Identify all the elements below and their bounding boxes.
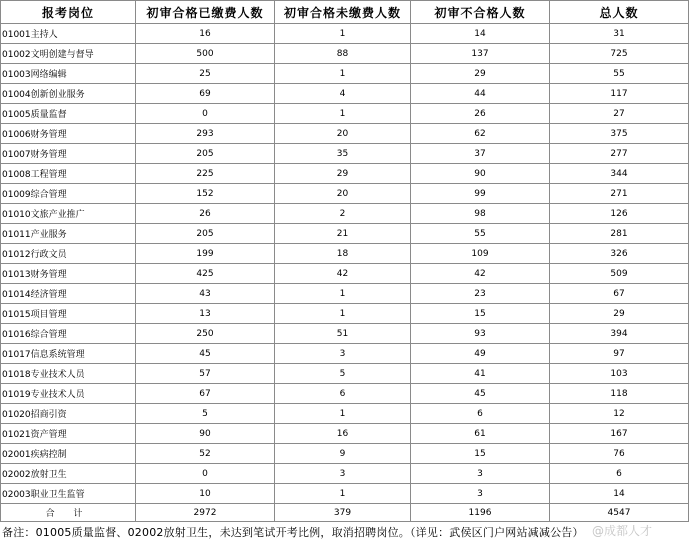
qualified-unpaid-cell: 9 [275, 444, 411, 464]
unqualified-cell: 41 [411, 364, 550, 384]
qualified-paid-cell: 57 [136, 364, 275, 384]
unqualified-cell: 14 [411, 24, 550, 44]
qualified-unpaid-sum: 379 [275, 504, 411, 522]
table-row [1, 264, 689, 284]
post-cell: 01020招商引资 [1, 404, 136, 424]
watermark: @成都人才 [592, 524, 653, 538]
qualified-paid-cell: 90 [136, 424, 275, 444]
post-cell: 01004创新创业服务 [1, 84, 136, 104]
post-cell: 01010文旅产业推广 [1, 204, 136, 224]
qualified-unpaid-cell: 1 [275, 484, 411, 504]
table-row [1, 304, 689, 324]
total-cell: 375 [550, 124, 689, 144]
header-post: 报考岗位 [1, 1, 136, 24]
qualified-paid-cell: 69 [136, 84, 275, 104]
total-cell: 117 [550, 84, 689, 104]
qualified-unpaid-cell: 4 [275, 84, 411, 104]
qualified-paid-cell: 13 [136, 304, 275, 324]
qualified-unpaid-cell: 1 [275, 284, 411, 304]
unqualified-cell: 26 [411, 104, 550, 124]
qualified-paid-sum: 2972 [136, 504, 275, 522]
qualified-unpaid-cell: 21 [275, 224, 411, 244]
total-cell: 326 [550, 244, 689, 264]
table-row [1, 164, 689, 184]
unqualified-cell: 62 [411, 124, 550, 144]
total-cell: 29 [550, 304, 689, 324]
qualified-unpaid-cell: 88 [275, 44, 411, 64]
qualified-paid-cell: 5 [136, 404, 275, 424]
qualified-paid-cell: 152 [136, 184, 275, 204]
total-cell: 31 [550, 24, 689, 44]
post-cell: 01019专业技术人员 [1, 384, 136, 404]
qualified-unpaid-cell: 1 [275, 64, 411, 84]
qualified-paid-cell: 25 [136, 64, 275, 84]
post-cell: 01014经济管理 [1, 284, 136, 304]
unqualified-cell: 45 [411, 384, 550, 404]
total-cell: 509 [550, 264, 689, 284]
post-cell: 01018专业技术人员 [1, 364, 136, 384]
qualified-unpaid-cell: 2 [275, 204, 411, 224]
qualified-paid-cell: 26 [136, 204, 275, 224]
table-row [1, 24, 689, 44]
table-row [1, 464, 689, 484]
total-cell: 14 [550, 484, 689, 504]
table-row [1, 184, 689, 204]
unqualified-cell: 98 [411, 204, 550, 224]
unqualified-cell: 15 [411, 304, 550, 324]
total-cell: 394 [550, 324, 689, 344]
unqualified-cell: 6 [411, 404, 550, 424]
qualified-paid-cell: 293 [136, 124, 275, 144]
unqualified-cell: 42 [411, 264, 550, 284]
table-row [1, 124, 689, 144]
total-row [1, 504, 689, 522]
total-cell: 76 [550, 444, 689, 464]
qualified-unpaid-cell: 1 [275, 104, 411, 124]
total-cell: 55 [550, 64, 689, 84]
post-cell: 01008工程管理 [1, 164, 136, 184]
post-cell: 01002文明创建与督导 [1, 44, 136, 64]
table-row [1, 224, 689, 244]
qualified-unpaid-cell: 20 [275, 124, 411, 144]
qualified-unpaid-cell: 1 [275, 304, 411, 324]
post-cell: 02003职业卫生监管 [1, 484, 136, 504]
unqualified-cell: 93 [411, 324, 550, 344]
total-label: 合 计 [1, 504, 136, 522]
qualified-unpaid-cell: 20 [275, 184, 411, 204]
qualified-paid-cell: 199 [136, 244, 275, 264]
total-cell: 12 [550, 404, 689, 424]
total-cell: 344 [550, 164, 689, 184]
unqualified-cell: 44 [411, 84, 550, 104]
total-cell: 271 [550, 184, 689, 204]
qualified-unpaid-cell: 3 [275, 344, 411, 364]
qualified-paid-cell: 0 [136, 464, 275, 484]
qualified-unpaid-cell: 51 [275, 324, 411, 344]
unqualified-cell: 3 [411, 464, 550, 484]
qualified-paid-cell: 425 [136, 264, 275, 284]
unqualified-cell: 137 [411, 44, 550, 64]
header-unqualified: 初审不合格人数 [411, 1, 550, 24]
table-row [1, 44, 689, 64]
unqualified-cell: 3 [411, 484, 550, 504]
qualified-unpaid-cell: 1 [275, 404, 411, 424]
table-row [1, 284, 689, 304]
post-cell: 01017信息系统管理 [1, 344, 136, 364]
unqualified-cell: 109 [411, 244, 550, 264]
unqualified-cell: 99 [411, 184, 550, 204]
table-row [1, 404, 689, 424]
post-cell: 01011产业服务 [1, 224, 136, 244]
header-qualified-paid: 初审合格已缴费人数 [136, 1, 275, 24]
qualified-paid-cell: 225 [136, 164, 275, 184]
table-row [1, 424, 689, 444]
total-sum: 4547 [550, 504, 689, 522]
unqualified-cell: 90 [411, 164, 550, 184]
post-cell: 01006财务管理 [1, 124, 136, 144]
post-cell: 01012行政文员 [1, 244, 136, 264]
qualified-paid-cell: 500 [136, 44, 275, 64]
qualified-paid-cell: 67 [136, 384, 275, 404]
qualified-paid-cell: 205 [136, 144, 275, 164]
header-total: 总人数 [550, 1, 689, 24]
total-cell: 281 [550, 224, 689, 244]
total-cell: 277 [550, 144, 689, 164]
qualified-paid-cell: 16 [136, 24, 275, 44]
qualified-paid-cell: 10 [136, 484, 275, 504]
post-cell: 01013财务管理 [1, 264, 136, 284]
table-row [1, 364, 689, 384]
total-cell: 6 [550, 464, 689, 484]
table-row [1, 324, 689, 344]
table-row [1, 84, 689, 104]
table-body [1, 24, 689, 522]
qualified-unpaid-cell: 16 [275, 424, 411, 444]
qualified-unpaid-cell: 6 [275, 384, 411, 404]
post-cell: 01015项目管理 [1, 304, 136, 324]
qualified-paid-cell: 0 [136, 104, 275, 124]
unqualified-cell: 15 [411, 444, 550, 464]
table-row [1, 204, 689, 224]
post-cell: 01009综合管理 [1, 184, 136, 204]
post-cell: 01003网络编辑 [1, 64, 136, 84]
post-cell: 02002放射卫生 [1, 464, 136, 484]
header-row [1, 1, 689, 24]
qualified-unpaid-cell: 3 [275, 464, 411, 484]
qualified-paid-cell: 45 [136, 344, 275, 364]
table-row [1, 104, 689, 124]
unqualified-cell: 29 [411, 64, 550, 84]
unqualified-cell: 55 [411, 224, 550, 244]
qualified-paid-cell: 250 [136, 324, 275, 344]
post-cell: 01005质量监督 [1, 104, 136, 124]
unqualified-cell: 49 [411, 344, 550, 364]
table-row [1, 344, 689, 364]
table-row [1, 64, 689, 84]
post-cell: 01007财务管理 [1, 144, 136, 164]
footnote: 备注：01005质量监督、02002放射卫生，未达到笔试开考比例，取消招聘岗位。（详见：武侯区门户网站减减公告） [2, 526, 584, 539]
table-row [1, 244, 689, 264]
post-cell: 01016综合管理 [1, 324, 136, 344]
unqualified-cell: 23 [411, 284, 550, 304]
table-row [1, 484, 689, 504]
total-cell: 167 [550, 424, 689, 444]
qualified-unpaid-cell: 35 [275, 144, 411, 164]
total-cell: 118 [550, 384, 689, 404]
unqualified-cell: 37 [411, 144, 550, 164]
total-cell: 725 [550, 44, 689, 64]
qualified-paid-cell: 52 [136, 444, 275, 464]
header-qualified-unpaid: 初审合格未缴费人数 [275, 1, 411, 24]
table-row [1, 444, 689, 464]
total-cell: 27 [550, 104, 689, 124]
total-cell: 126 [550, 204, 689, 224]
table-row [1, 384, 689, 404]
post-cell: 01001主持人 [1, 24, 136, 44]
qualified-unpaid-cell: 42 [275, 264, 411, 284]
qualified-unpaid-cell: 1 [275, 24, 411, 44]
qualified-unpaid-cell: 5 [275, 364, 411, 384]
total-cell: 67 [550, 284, 689, 304]
qualified-unpaid-cell: 29 [275, 164, 411, 184]
post-cell: 02001疾病控制 [1, 444, 136, 464]
total-cell: 103 [550, 364, 689, 384]
unqualified-cell: 61 [411, 424, 550, 444]
post-cell: 01021资产管理 [1, 424, 136, 444]
table-row [1, 144, 689, 164]
qualified-paid-cell: 205 [136, 224, 275, 244]
qualified-paid-cell: 43 [136, 284, 275, 304]
qualified-unpaid-cell: 18 [275, 244, 411, 264]
unqualified-sum: 1196 [411, 504, 550, 522]
total-cell: 97 [550, 344, 689, 364]
